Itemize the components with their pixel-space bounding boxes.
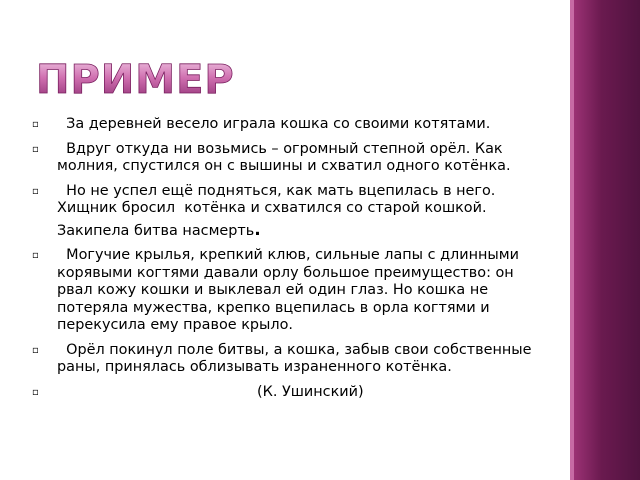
bullet-marker-icon: ▫ [32, 386, 39, 398]
bullet-continuation [57, 219, 532, 241]
slide-title-text: ПРИМЕР [36, 57, 235, 103]
bullet-item [32, 183, 532, 241]
bullet-item [32, 141, 532, 176]
bullet-text: Вдруг откуда ни возьмись – огромный степной орёл. Как молния, спустился он с вышины и схватил одного котёнка. [57, 140, 511, 174]
bullet-continuation-period: . [254, 219, 261, 240]
side-band-edge [570, 0, 574, 480]
bullet-text: Но не успел ещё подняться, как мать вцепилась в него. Хищник бросил котёнка и схватился со старой кошкой. [57, 182, 500, 216]
bullet-continuation-text: Закипела битва насмерть [57, 222, 255, 239]
bullet-item [32, 116, 532, 134]
slide-title [36, 55, 236, 105]
bullet-marker-icon: ▫ [32, 185, 39, 197]
bullet-list [32, 116, 537, 408]
slide-title-graphic [36, 55, 236, 105]
bullet-marker-icon: ▫ [32, 250, 39, 261]
bullet-item [32, 341, 537, 377]
bullet-item [32, 247, 532, 335]
bullet-text: Могучие крылья, крепкий клюв, сильные лапы с длинными корявыми когтями давали орлу большое преимущество: он рвал кожу кошки и выклевал ей один глаз. Но кошка не потеряла мужества, крепко вцепилась в орла когтями и перекусила ему правое крыло. [57, 247, 524, 333]
bullet-text: За деревней весело играла кошка со своими котятами. [57, 116, 491, 132]
bullet-marker-icon: ▫ [32, 344, 39, 356]
author-attribution: (К. Ушинский) [257, 383, 364, 400]
bullet-marker-icon: ▫ [32, 119, 39, 130]
bullet-item [32, 384, 532, 402]
decorative-side-band [570, 0, 640, 480]
bullet-marker-icon: ▫ [32, 143, 39, 155]
bullet-text: Орёл покинул поле битвы, а кошка, забыв свои собственные раны, принялась облизывать израненного котёнка. [57, 341, 537, 375]
